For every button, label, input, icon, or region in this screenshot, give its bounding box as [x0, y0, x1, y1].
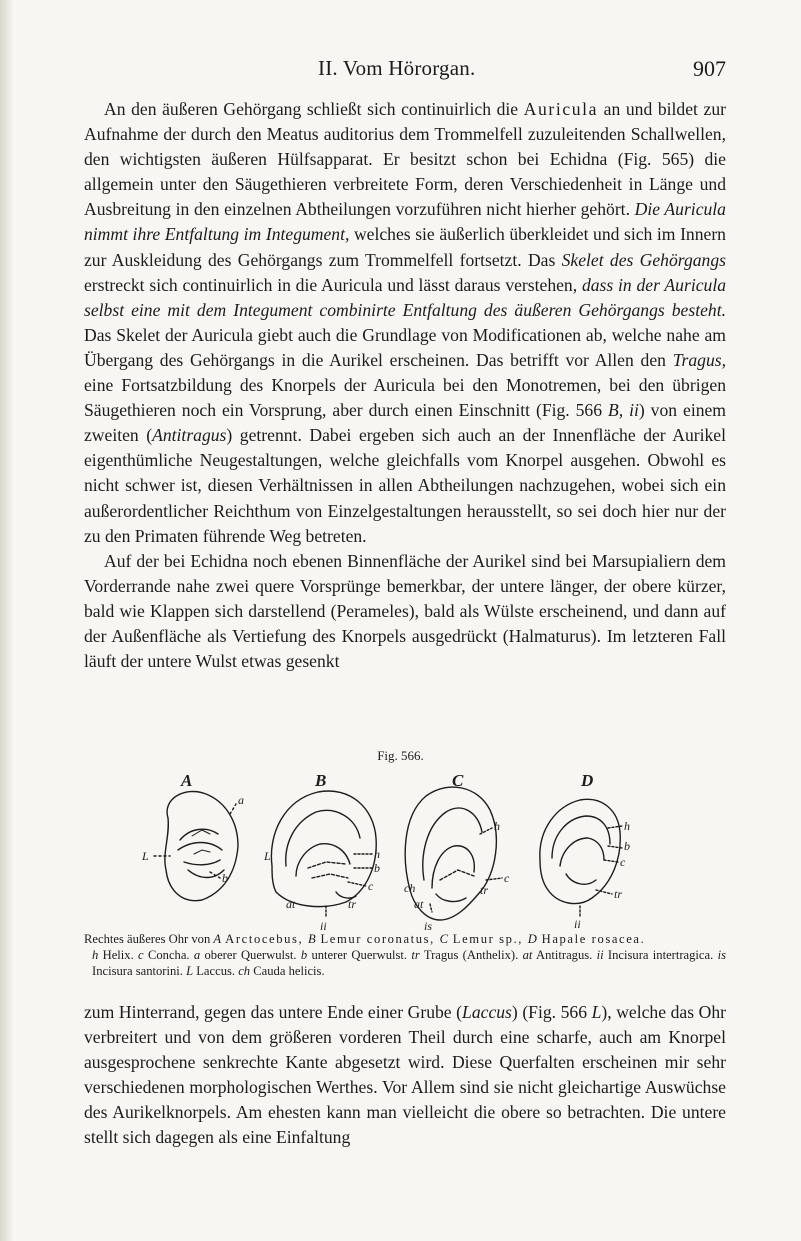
label-b-h: h [374, 847, 380, 861]
label-d-tr: tr [614, 887, 623, 901]
paragraph-auricula: An den äußeren Gehörgang schließt sich continuirlich die Auricula an und bildet zur Aufnahme der durch den Meatus auditorius dem Trommelfell zuzuleitenden Schallwellen, den wichtigsten äußeren Hülfsapparat. Er besitzt schon bei Echidna (Fig. 565) die allgemein unter den Säugethieren verbreitete Form, deren Verschiedenheit in Länge und Ausbreitung in den einzelnen Abtheilungen vorzuführen nicht hierher gehört. Die Auricula nimmt ihre Entfaltung im Integument, welches sie äußerlich überkleidet und sich im Innern zur Auskleidung des Gehörgangs zum Trommelfell fortsetzt. Das Skelet des Gehörgangs erstreckt sich continuirlich in die Auricula und lässt daraus verstehen, dass in der Auricula selbst eine mit dem Integument combinirte Entfaltung des äußeren Gehörgangs besteht. Das Skelet der Auricula giebt auch die Grundlage von Modificationen ab, welche nahe am Übergang des Gehörgangs in die Aurikel erscheinen. Das betrifft vor Allen den Tragus, eine Fortsatzbildung des Knorpels der Auricula bei den Monotremen, bei den übrigen Säugethieren noch ein Vorsprung, aber durch einen Einschnitt (Fig. 566 B, ii) von einem zweiten (Antitragus) getrennt. Dabei ergeben sich auch an der Innenfläche der Aurikel eigenthümliche Neugestaltungen, welche gleichfalls vom Knorpel ausgehen. Obwohl es nicht schwer ist, diesen Verhältnissen in allen Abtheilungen nachzugehen, wobei sich ein außerordentlicher Reichthum von Einzelgestaltungen herausstellt, so sei doch hier nur der zu den Primaten führende Weg betreten. [84, 99, 727, 546]
chapter-title: II. Vom Hörorgan. [318, 56, 476, 80]
label-d-h: h [624, 819, 630, 833]
text-block-top [84, 97, 726, 674]
ear-drawing-b [263, 791, 380, 930]
label-b-ii: ii [320, 919, 327, 930]
panel-letter-a: A [181, 771, 193, 790]
panel-letter-b: B [315, 771, 327, 790]
page-gutter-shadow [0, 0, 14, 1241]
label-d-b: b [624, 839, 630, 853]
label-b-at: at [286, 897, 296, 911]
label-b-b: b [374, 861, 380, 875]
ear-drawing-c [404, 787, 510, 930]
figure-number: Fig. 566. [377, 748, 424, 763]
page-number: 907 [693, 56, 726, 81]
label-a-b: b [222, 871, 228, 885]
label-b-tr: tr [348, 897, 357, 911]
label-d-ii: ii [574, 917, 581, 930]
label-b-c: c [368, 879, 374, 893]
figure-566-ear-drawings [140, 770, 730, 930]
label-a-L: L [142, 849, 149, 863]
label-c-at: at [414, 897, 424, 911]
text-block-bottom [84, 1000, 726, 1151]
caption-line-legend: h Helix. c Concha. a oberer Querwulst. b unterer Querwulst. tr Tragus (Anthelix). at Antitragus. ii Incisura intertragica. is Incisura santorini. L Laccus. ch Cauda helicis. [92, 948, 726, 978]
label-d-c: c [620, 855, 626, 869]
label-c-is: is [424, 919, 433, 930]
label-c-h: h [494, 819, 500, 833]
label-c-ch: ch [404, 881, 416, 895]
paragraph-laccus: zum Hinterrand, gegen das untere Ende einer Grube (Laccus) (Fig. 566 L), welche das Ohr verbreitert und von dem größeren vorderen Theil durch eine scharfe, auch am Knorpel ausgesprochene senkrechte Kante abgesetzt wird. Diese Querfalten erscheinen mir sehr verschiedenen morphologischen Werthes. Vor Allem sind sie nicht gleichartige Auswüchse des Aurikelknorpels. Am ehesten kann man vielleicht die obere so betrachten. Die untere stellt sich dagegen als eine Einfaltung [84, 1002, 726, 1148]
label-c-c: c [504, 871, 510, 885]
caption-line-species: Rechtes äußeres Ohr von A Arctocebus, B Lemur coronatus, C Lemur sp., D Hapale rosacea. [84, 932, 646, 946]
paragraph-echidna: Auf der bei Echidna noch ebenen Binnenfläche der Aurikel sind bei Marsupialiern dem Vorderrande nahe zwei quere Vorsprünge bemerkbar, der untere länger, der obere kürzer, bald wie Klappen sich darstellend (Perameles), bald als Wülste erscheinend, und dann auf der Außenfläche als Vertiefung des Knorpels ausgedrückt (Halmaturus). Im letzteren Fall läuft der untere Wulst etwas gesenkt [84, 550, 726, 672]
figure-caption [84, 931, 726, 979]
panel-letter-d: D [581, 771, 594, 790]
running-header [84, 50, 726, 80]
ear-drawing-d [540, 799, 630, 930]
panel-letter-c: C [452, 771, 464, 790]
label-c-tr: tr [480, 883, 489, 897]
ear-drawing-a [141, 791, 244, 900]
label-a-a: a [238, 793, 244, 807]
label-b-L: L [264, 849, 271, 863]
